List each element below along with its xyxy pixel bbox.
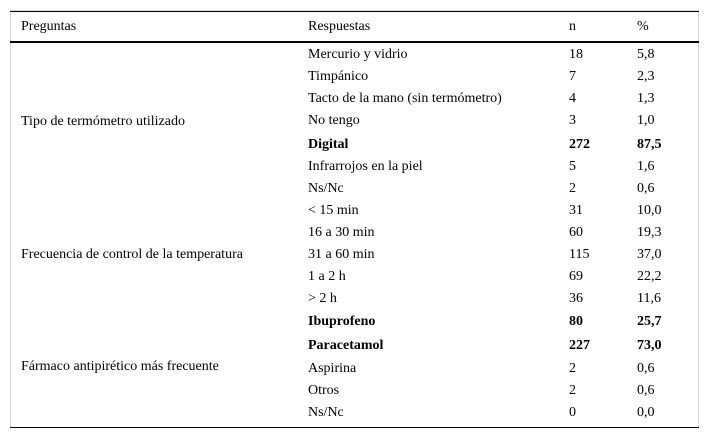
cell-pct: 0,6: [637, 383, 655, 398]
cell-pct: 1,6: [637, 159, 655, 174]
cell-n: 69: [569, 269, 583, 284]
cell-n: 80: [569, 314, 583, 329]
header-respuestas: Respuestas: [308, 19, 371, 34]
cell-pct: 11,6: [637, 291, 661, 306]
cell-n: 60: [569, 225, 583, 240]
cell-pct: 19,3: [637, 225, 662, 240]
cell-n: 2: [569, 383, 576, 398]
cell-respuesta: Ibuprofeno: [308, 314, 376, 329]
cell-pct: 10,0: [637, 203, 662, 218]
cell-respuesta: Ns/Nc: [308, 181, 344, 196]
cell-n: 227: [569, 338, 590, 353]
cell-respuesta: < 15 min: [308, 203, 359, 218]
cell-n: 115: [569, 247, 590, 262]
cell-n: 4: [569, 91, 576, 106]
cell-respuesta: Otros: [308, 383, 340, 398]
cell-respuesta: Paracetamol: [308, 338, 384, 353]
cell-respuesta: > 2 h: [308, 291, 337, 306]
cell-respuesta: Digital: [308, 137, 349, 152]
cell-pct: 1,0: [637, 113, 655, 128]
header-n: n: [569, 19, 576, 34]
header-top-rule: [10, 11, 699, 12]
cell-pct: 87,5: [637, 137, 662, 152]
cell-n: 272: [569, 137, 590, 152]
cell-respuesta: Aspirina: [308, 361, 357, 376]
cell-n: 36: [569, 291, 583, 306]
cell-pct: 0,6: [637, 181, 655, 196]
cell-pct: 5,8: [637, 47, 655, 62]
cell-respuesta: Mercurio y vidrio: [308, 47, 408, 62]
cell-n: 2: [569, 361, 576, 376]
cell-pct: 1,3: [637, 91, 655, 106]
cell-pct: 73,0: [637, 338, 662, 353]
cell-n: 2: [569, 181, 576, 196]
cell-respuesta: 16 a 30 min: [308, 225, 375, 240]
cell-n: 3: [569, 113, 576, 128]
cell-respuesta: Infrarrojos en la piel: [308, 159, 423, 174]
cell-pct: 22,2: [637, 269, 662, 284]
cell-n: 0: [569, 405, 576, 420]
cell-pct: 2,3: [637, 69, 655, 84]
cell-n: 18: [569, 47, 583, 62]
header-preguntas: Preguntas: [21, 19, 77, 34]
cell-pct: 37,0: [637, 247, 662, 262]
header-bottom-rule: [10, 41, 699, 43]
cell-respuesta: Timpánico: [308, 69, 369, 84]
cell-respuesta: No tengo: [308, 113, 360, 128]
cell-n: 7: [569, 69, 576, 84]
cell-respuesta: Tacto de la mano (sin termómetro): [308, 91, 502, 106]
cell-pct: 0,0: [637, 405, 655, 420]
cell-respuesta: Ns/Nc: [308, 405, 344, 420]
cell-respuesta: 31 a 60 min: [308, 247, 375, 262]
question-label: Frecuencia de control de la temperatura: [21, 247, 243, 262]
table-bottom-rule: [10, 427, 699, 428]
cell-pct: 25,7: [637, 314, 662, 329]
question-label: Fármaco antipirético más frecuente: [21, 359, 219, 374]
cell-n: 5: [569, 159, 576, 174]
cell-respuesta: 1 a 2 h: [308, 269, 346, 284]
cell-n: 31: [569, 203, 583, 218]
cell-pct: 0,6: [637, 361, 655, 376]
question-label: Tipo de termómetro utilizado: [21, 114, 185, 129]
header-pct: %: [637, 19, 649, 34]
